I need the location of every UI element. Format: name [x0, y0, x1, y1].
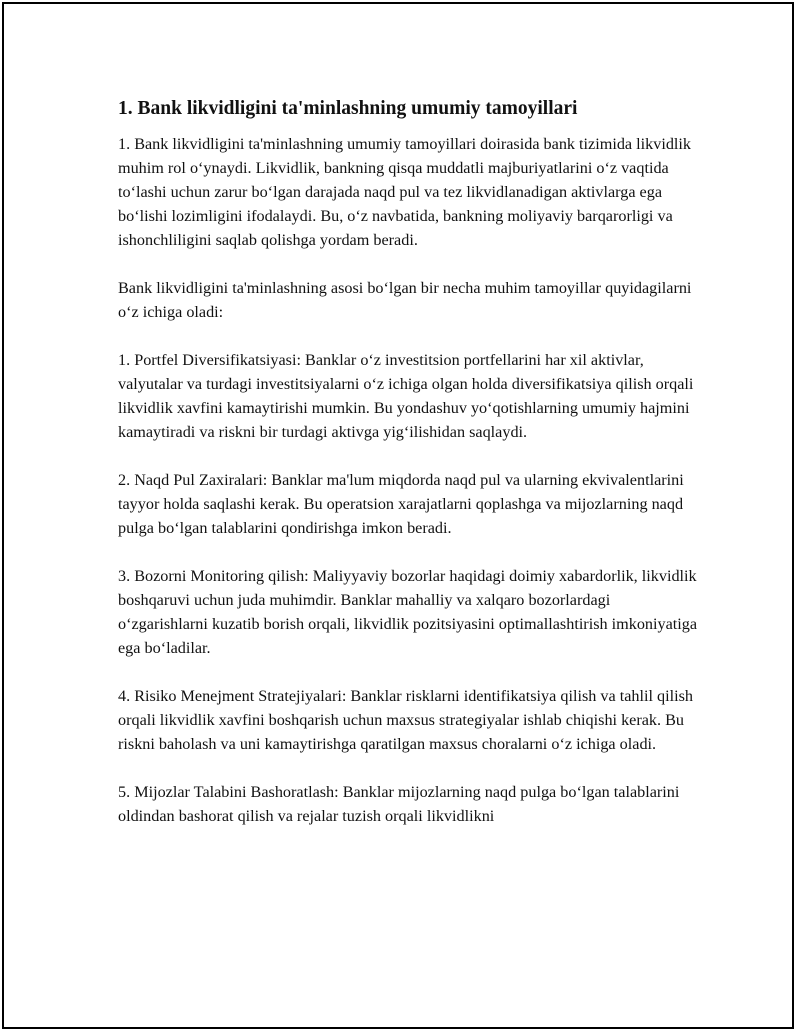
paragraph-cash-reserves: 2. Naqd Pul Zaxiralari: Banklar ma'lum miqdorda naqd pul va ularning ekvivalentlarini tayyor holda saqlashi kerak. Bu operatsion xarajatlarni qoplashga va mijozlarning naqd pulga bo‘lgan talablarini qondirishga imkon beradi.	[118, 471, 684, 537]
paragraph-client-demand-forecast: 5. Mijozlar Talabini Bashoratlash: Banklar mijozlarning naqd pulga bo‘lgan talablarini oldindan bashorat qilish va rejalar tuzish orqali likvidlikni	[118, 783, 680, 825]
document-body	[118, 96, 698, 828]
paragraph-risk-management: 4. Risiko Menejment Stratejiyalari: Banklar risklarni identifikatsiya qilish va tahlil qilish orqali likvidlik xavfini boshqarish uchun maxsus strategiyalar ishlab chiqishi kerak. Bu riskni baholash va uni kamaytirishga qaratilgan maxsus choralarni o‘z ichiga oladi.	[118, 687, 694, 753]
document-title: 1. Bank likvidligini ta'minlashning umumiy tamoyillari	[118, 98, 578, 119]
paragraph-market-monitoring: 3. Bozorni Monitoring qilish: Maliyyaviy bozorlar haqidagi doimiy xabardorlik, likvidlik boshqaruvi uchun juda muhimdir. Banklar mahalliy va xalqaro bozorlardagi o‘zgarishlarni kuzatib borish orqali, likvidlik pozitsiyasini optimallashtirish imkoniyatiga ega bo‘ladilar.	[118, 567, 698, 657]
paragraph-intro: 1. Bank likvidligini ta'minlashning umumiy tamoyillari doirasida bank tizimida likvidlik muhim rol o‘ynaydi. Likvidlik, bankning qisqa muddatli majburiyatlarini o‘z vaqtida to‘lashi uchun zarur bo‘lgan darajada naqd pul va tez likvidlanadigan aktivlarga ega bo‘lishi lozimligini ifodalaydi. Bu, o‘z navbatida, bankning moliyaviy barqarorligi va ishonchliligini saqlab qolishga yordam beradi.	[118, 135, 692, 249]
paragraph-portfolio-diversification: 1. Portfel Diversifikatsiyasi: Banklar o‘z investitsion portfellarini har xil aktivlar, valyutalar va turdagi investitsiyalarni o‘z ichiga olgan holda diversifikatsiya qilish orqali likvidlik xavfini kamaytirishi mumkin. Bu yondashuv yo‘qotishlarning umumiy hajmini kamaytiradi va riskni bir turdagi aktivga yig‘ilishidan saqlaydi.	[118, 351, 694, 441]
paragraph-principles-lead: Bank likvidligini ta'minlashning asosi bo‘lgan bir necha muhim tamoyillar quyidagilarni o‘z ichiga oladi:	[118, 279, 692, 321]
